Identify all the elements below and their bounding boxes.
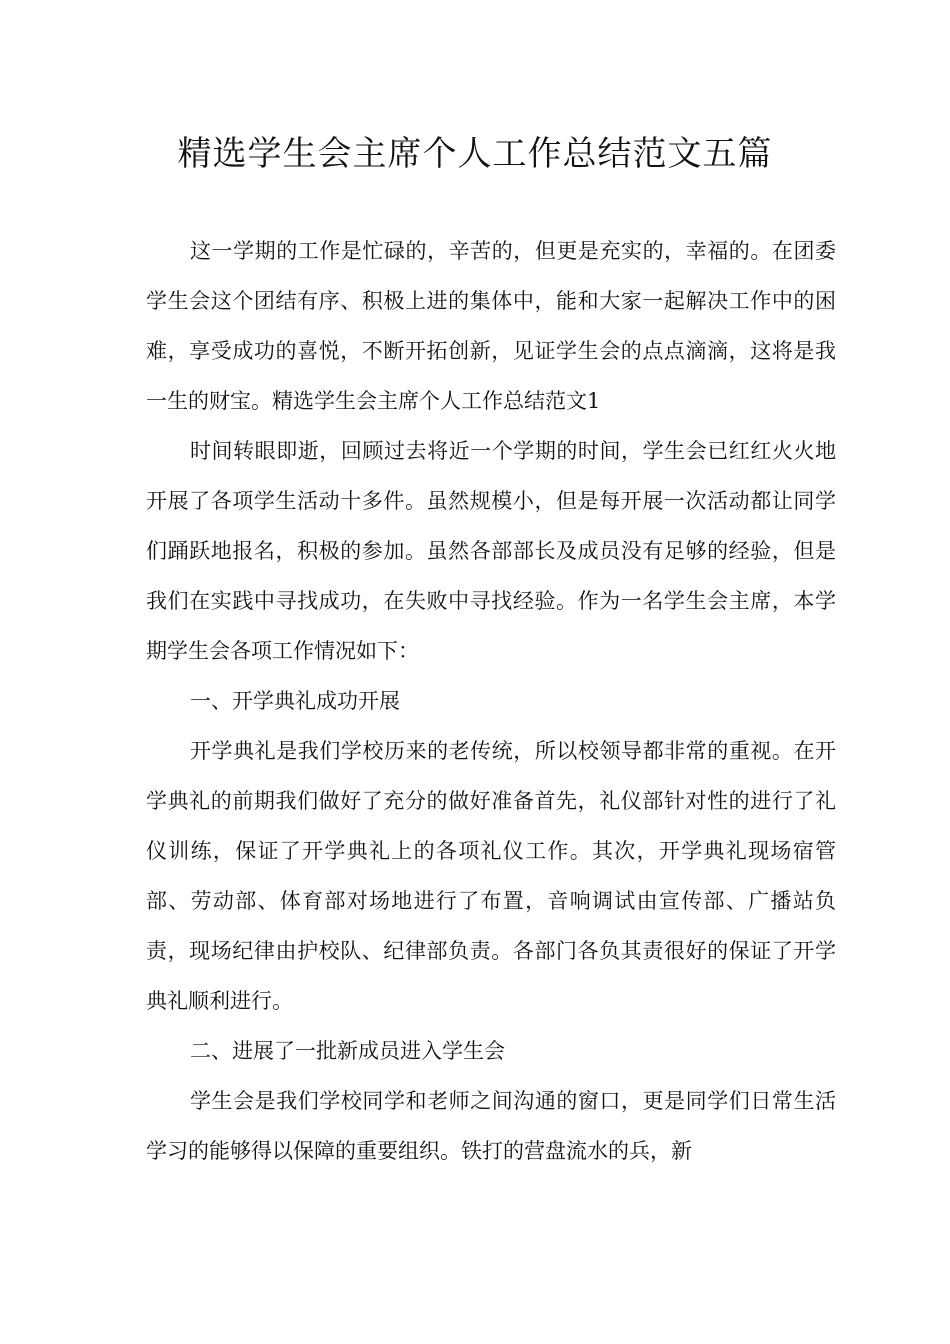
paragraph-new-members: 学生会是我们学校同学和老师之间沟通的窗口，更是同学们日常生活学习的能够得以保障的重要组织。铁打的营盘流水的兵，新 xyxy=(146,1089,836,1163)
paragraph-overview: 时间转眼即逝，回顾过去将近一个学期的时间，学生会已红红火火地开展了各项学生活动十多件。虽然规模小，但是每开展一次活动都让同学们踊跃地报名，积极的参加。虽然各部部长及成员没有足够的经验，但是我们在实践中寻找成功，在失败中寻找经验。作为一名学生会主席，本学期学生会各项工作情况如下： xyxy=(146,439,836,663)
paragraph-opening-ceremony: 开学典礼是我们学校历来的老传统，所以校领导都非常的重视。在开学典礼的前期我们做好了充分的做好准备首先，礼仪部针对性的进行了礼仪训练，保证了开学典礼上的各项礼仪工作。其次，开学典礼现场宿管部、劳动部、体育部对场地进行了布置，音响调试由宣传部、广播站负责，现场纪律由护校队、纪律部负责。各部门各负其责很好的保证了开学典礼顺利进行。 xyxy=(146,739,836,1013)
section-heading-2: 二、进展了一批新成员进入学生会 xyxy=(190,1039,505,1063)
document-title: 精选学生会主席个人工作总结范文五篇 xyxy=(177,134,773,174)
document-body xyxy=(146,226,836,1176)
paragraph-intro: 这一学期的工作是忙碌的，辛苦的，但更是充实的，幸福的。在团委学生会这个团结有序、积极上进的集体中，能和大家一起解决工作中的困难，享受成功的喜悦，不断开拓创新，见证学生会的点点滴滴，这将是我一生的财宝。精选学生会主席个人工作总结范文1 xyxy=(146,239,836,413)
section-heading-1: 一、开学典礼成功开展 xyxy=(190,689,400,713)
